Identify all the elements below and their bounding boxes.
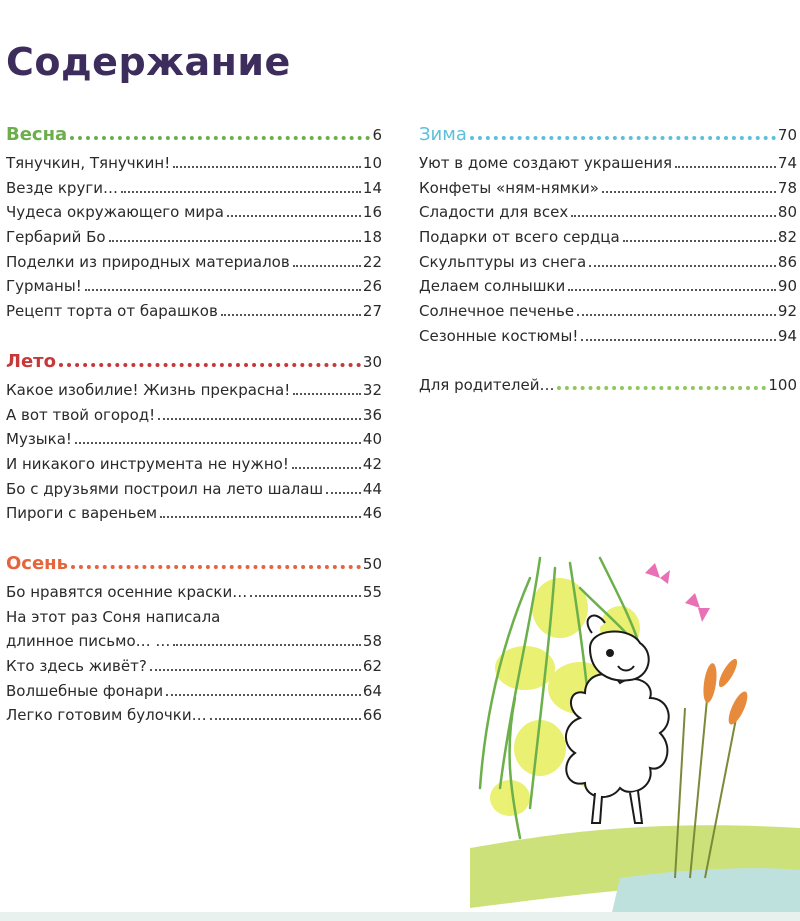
toc-section-autumn [6,553,382,731]
toc-page-number: 82 [777,228,797,247]
dot-leader [623,239,776,242]
toc-heading-title: Зима [419,124,467,145]
toc-entry[interactable] [6,203,382,228]
toc-entry-title: Солнечное печенье [419,302,575,321]
toc-page-number: 22 [362,252,382,271]
toc-entry[interactable] [6,381,382,406]
toc-entry-title: Музыка! [6,430,72,449]
toc-entry-title: длинное письмо… … [6,632,171,651]
toc-entry-title: Конфеты «ням-нямки» [419,178,599,197]
dot-leader [109,239,361,242]
toc-entry-title: Подарки от всего сердца [419,228,620,247]
toc-heading-spring[interactable] [6,124,382,154]
toc-entry[interactable] [6,228,382,253]
toc-entry-title: Гурманы! [6,277,82,296]
toc-page-number: 32 [362,380,382,399]
toc-page-number: 62 [362,657,382,675]
toc-heading-summer[interactable] [6,351,382,381]
toc-entry-title: На этот раз Соня написала [6,607,221,626]
toc-page-number: 58 [362,632,382,651]
toc-heading-title: Осень [6,552,68,574]
dot-leader [166,693,361,696]
toc-page-number: 10 [362,154,382,172]
toc-entry[interactable] [6,179,382,204]
toc-entry[interactable] [6,583,382,608]
toc-heading-autumn[interactable] [6,553,382,583]
dot-leader [71,564,361,569]
dot-leader [292,466,361,469]
toc-right-column [419,124,797,400]
toc-page-number: 74 [777,154,797,172]
toc-entry-title: Пироги с вареньем [6,504,158,523]
toc-page-number: 16 [362,203,382,222]
toc-entry[interactable] [6,632,382,657]
dot-leader [121,190,361,193]
dot-leader [227,214,361,217]
toc-section-winter [419,124,797,352]
toc-entry[interactable] [6,277,382,302]
toc-entry[interactable] [419,154,797,179]
dot-leader [293,392,361,395]
toc-entry-title: Тянучкин, Тянучкин! [6,154,171,172]
toc-page-number: 80 [777,203,797,222]
dot-leader [173,165,361,168]
dot-leader [602,190,776,193]
dot-leader [577,313,776,316]
toc-entry-title: Какое изобилие! Жизнь прекрасна! [6,380,291,399]
toc-page-number: 46 [362,504,382,523]
dot-leader [675,165,776,168]
toc-page-number: 55 [362,582,382,601]
toc-heading-title: Весна [6,124,68,145]
toc-entry-title: Гербарий Бо [6,228,106,247]
toc-page-number: 70 [777,126,797,144]
toc-entry-title: Кто здесь живёт? [6,657,147,675]
toc-entry[interactable] [419,228,797,253]
toc-entry-title: Бо с друзьями построил на лето шалаш [6,479,324,498]
toc-page-number: 18 [362,228,382,247]
toc-page-number: 40 [362,430,382,449]
toc-entry[interactable] [6,682,382,707]
dot-leader [158,417,361,420]
dot-leader [293,264,361,267]
toc-page-number: 78 [777,178,797,197]
dot-leader [160,515,361,518]
toc-entry-parents[interactable] [419,376,797,401]
toc-page-number: 30 [362,352,382,371]
toc-entry-title: Уют в доме создают украшения [419,154,673,172]
toc-entry[interactable] [419,179,797,204]
toc-entry[interactable] [6,480,382,505]
toc-entry-title: Везде круги… [6,178,118,197]
dot-leader [568,288,776,291]
toc-page-number: 26 [362,277,382,296]
dot-leader [59,362,361,367]
dot-leader [70,135,370,140]
toc-entry[interactable] [6,706,382,731]
dot-leader [581,338,776,341]
dot-leader [250,594,361,597]
toc-entry[interactable] [6,406,382,431]
toc-entry[interactable] [419,203,797,228]
toc-page-number: 66 [362,706,382,725]
dot-leader [85,288,361,291]
toc-entry-title: Скульптуры из снега [419,252,587,271]
toc-left-column [6,124,382,755]
toc-page-number: 92 [777,302,797,321]
butterfly-icon [645,563,710,622]
toc-entry-title: Сезонные костюмы! [419,326,579,345]
toc-entry[interactable] [419,277,797,302]
toc-heading-title: Лето [6,350,56,372]
dot-leader [150,668,361,671]
toc-page-number: 42 [362,454,382,473]
dot-leader [557,385,766,390]
toc-entry-title: Рецепт торта от барашков [6,302,218,321]
toc-entry[interactable] [6,455,382,480]
toc-entry[interactable] [6,430,382,455]
toc-entry-title: Чудеса окружающего мира [6,203,224,222]
page-bottom-edge [0,912,800,921]
dot-leader [589,264,776,267]
toc-entry-title: Бо нравятся осенние краски… [6,582,248,601]
toc-page-number: 64 [362,681,382,700]
dot-leader [75,441,361,444]
toc-entry-title: Делаем солнышки [419,277,566,296]
toc-entry[interactable] [419,302,797,327]
toc-entry[interactable] [419,253,797,278]
dot-leader [470,135,776,140]
toc-heading-winter[interactable] [419,124,797,154]
dot-leader [210,717,361,720]
toc-entry[interactable] [6,154,382,179]
toc-entry[interactable] [6,657,382,682]
toc-page-number: 6 [372,126,382,144]
toc-page-number: 50 [362,554,382,573]
toc-section-spring [6,124,382,327]
toc-page-number: 100 [768,375,797,394]
toc-entry-line1[interactable] [6,608,382,633]
toc-entry-title: Для родителей… [419,375,555,394]
toc-page-number: 86 [777,252,797,271]
toc-section-summer [6,351,382,529]
dot-leader [173,643,361,646]
toc-page-number: 94 [777,326,797,345]
toc-entry-title: А вот твой огород! [6,405,156,424]
dot-leader [326,491,361,494]
toc-entry-title: И никакого инструмента не нужно! [6,454,289,473]
toc-entry-title: Волшебные фонари [6,681,164,700]
sheep-illustration [470,548,800,921]
toc-page-number: 44 [362,479,382,498]
toc-entry[interactable] [6,302,382,327]
toc-page-number: 36 [362,405,382,424]
page-title: Содержание [6,40,291,84]
toc-entry-title: Сладости для всех [419,203,569,222]
toc-page-number: 90 [777,277,797,296]
toc-entry[interactable] [6,253,382,278]
toc-entry[interactable] [6,504,382,529]
dot-leader [221,313,361,316]
toc-entry-title: Легко готовим булочки… [6,706,207,725]
toc-entry-title: Поделки из природных материалов [6,252,290,271]
dot-leader [571,214,776,217]
toc-page-number: 27 [362,302,382,321]
toc-page-number: 14 [362,178,382,197]
toc-entry[interactable] [419,327,797,352]
